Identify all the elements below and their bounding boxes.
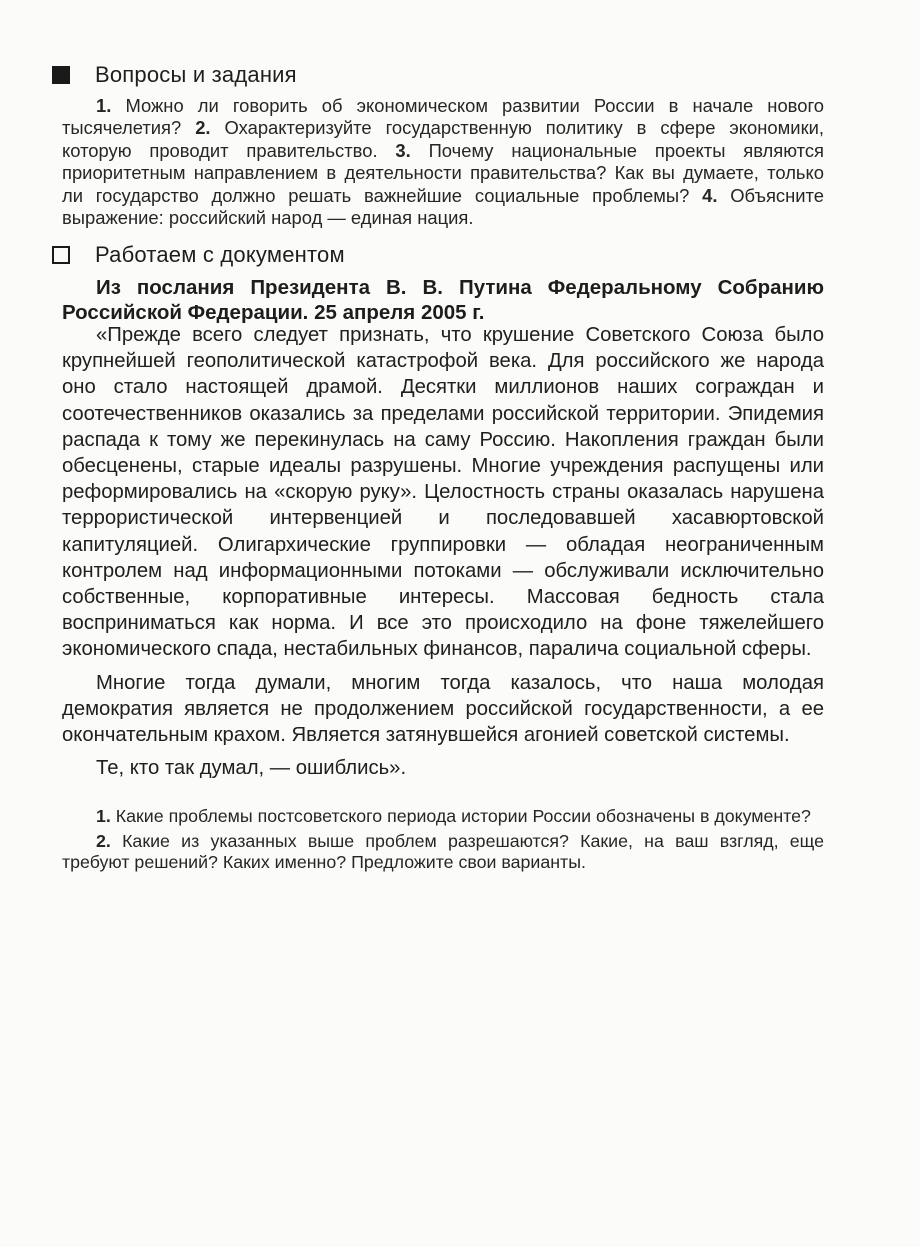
question-number: 2. [195,117,211,139]
questions-heading [52,62,297,88]
document-quote [62,322,824,781]
question-number: 1. [96,95,112,116]
task-item [62,806,824,827]
document-title-text: Из послания Президента В. В. Путина Федеральному Собранию Российской Федерации. 25 апреля 2005 г. [62,276,824,324]
document-heading-text: Работаем с документом [95,242,345,267]
task-item [62,831,824,873]
quote-paragraph: «Прежде всего следует признать, что крушение Советского Союза было крупнейшей геополитической катастрофой века. Для российского же народа оно стало настоящей драмой. Десятки миллионов наших сограждан и соотечественников оказались за пределами российской территории. Эпидемия распада к тому же перекинулась на саму Россию. Накопления граждан были обесценены, старые идеалы разрушены. Многие учреждения распущены или реформировались на «скорую руку». Целостность страны оказалась нарушена террористической интервенцией и последовавшей хасавюртовской капитуляцией. Олигархические группировки — обладая неограниченным контролем над информационными потоками — обслуживали исключительно собственные, корпоративные интересы. Массовая бедность стала восприниматься как норма. И все это происходило на фоне тяжелейшего экономического спада, нестабильных финансов, паралича социальной сферы. [62,324,824,661]
task-text: Какие проблемы постсоветского периода истории России обозначены в документе? [110,806,811,826]
quote-paragraph: Те, кто так думал, — ошиблись». [96,757,407,780]
document-heading [52,242,345,268]
task-number: 1. [96,806,111,826]
document-tasks [62,806,824,877]
task-text: Какие из указанных выше проблем разрешаются? Какие, на ваш взгляд, еще требуют решений? Каких именно? Предложите свои варианты. [62,831,824,872]
empty-square-icon [52,246,70,264]
question-text: Можно ли говорить об экономическом развитии России в начале нового тысячелетия? [62,95,824,139]
question-text: Охарактеризуйте государственную политику в сфере экономики, которую проводит правительство. [62,117,824,161]
question-number: 3. [395,139,411,161]
questions-heading-text: Вопросы и задания [95,62,297,87]
questions-text [62,95,824,229]
task-number: 2. [96,831,111,851]
filled-square-icon [52,66,70,84]
question-text: Объясните выражение: российский народ — единая нация. [62,184,824,229]
question-number: 4. [702,184,718,206]
questions-paragraph [62,95,824,229]
question-text: Почему национальные проекты являются приоритетным направлением в деятельности правительства? Как вы думаете, только ли государство должно решать важнейшие социальные проблемы? [62,139,825,206]
document-title [62,275,824,325]
quote-paragraph: Многие тогда думали, многим тогда казалось, что наша молодая демократия является не продолжением российской государственности, а ее окончательным крахом. Является затянувшейся агонией советской системы. [62,671,824,747]
